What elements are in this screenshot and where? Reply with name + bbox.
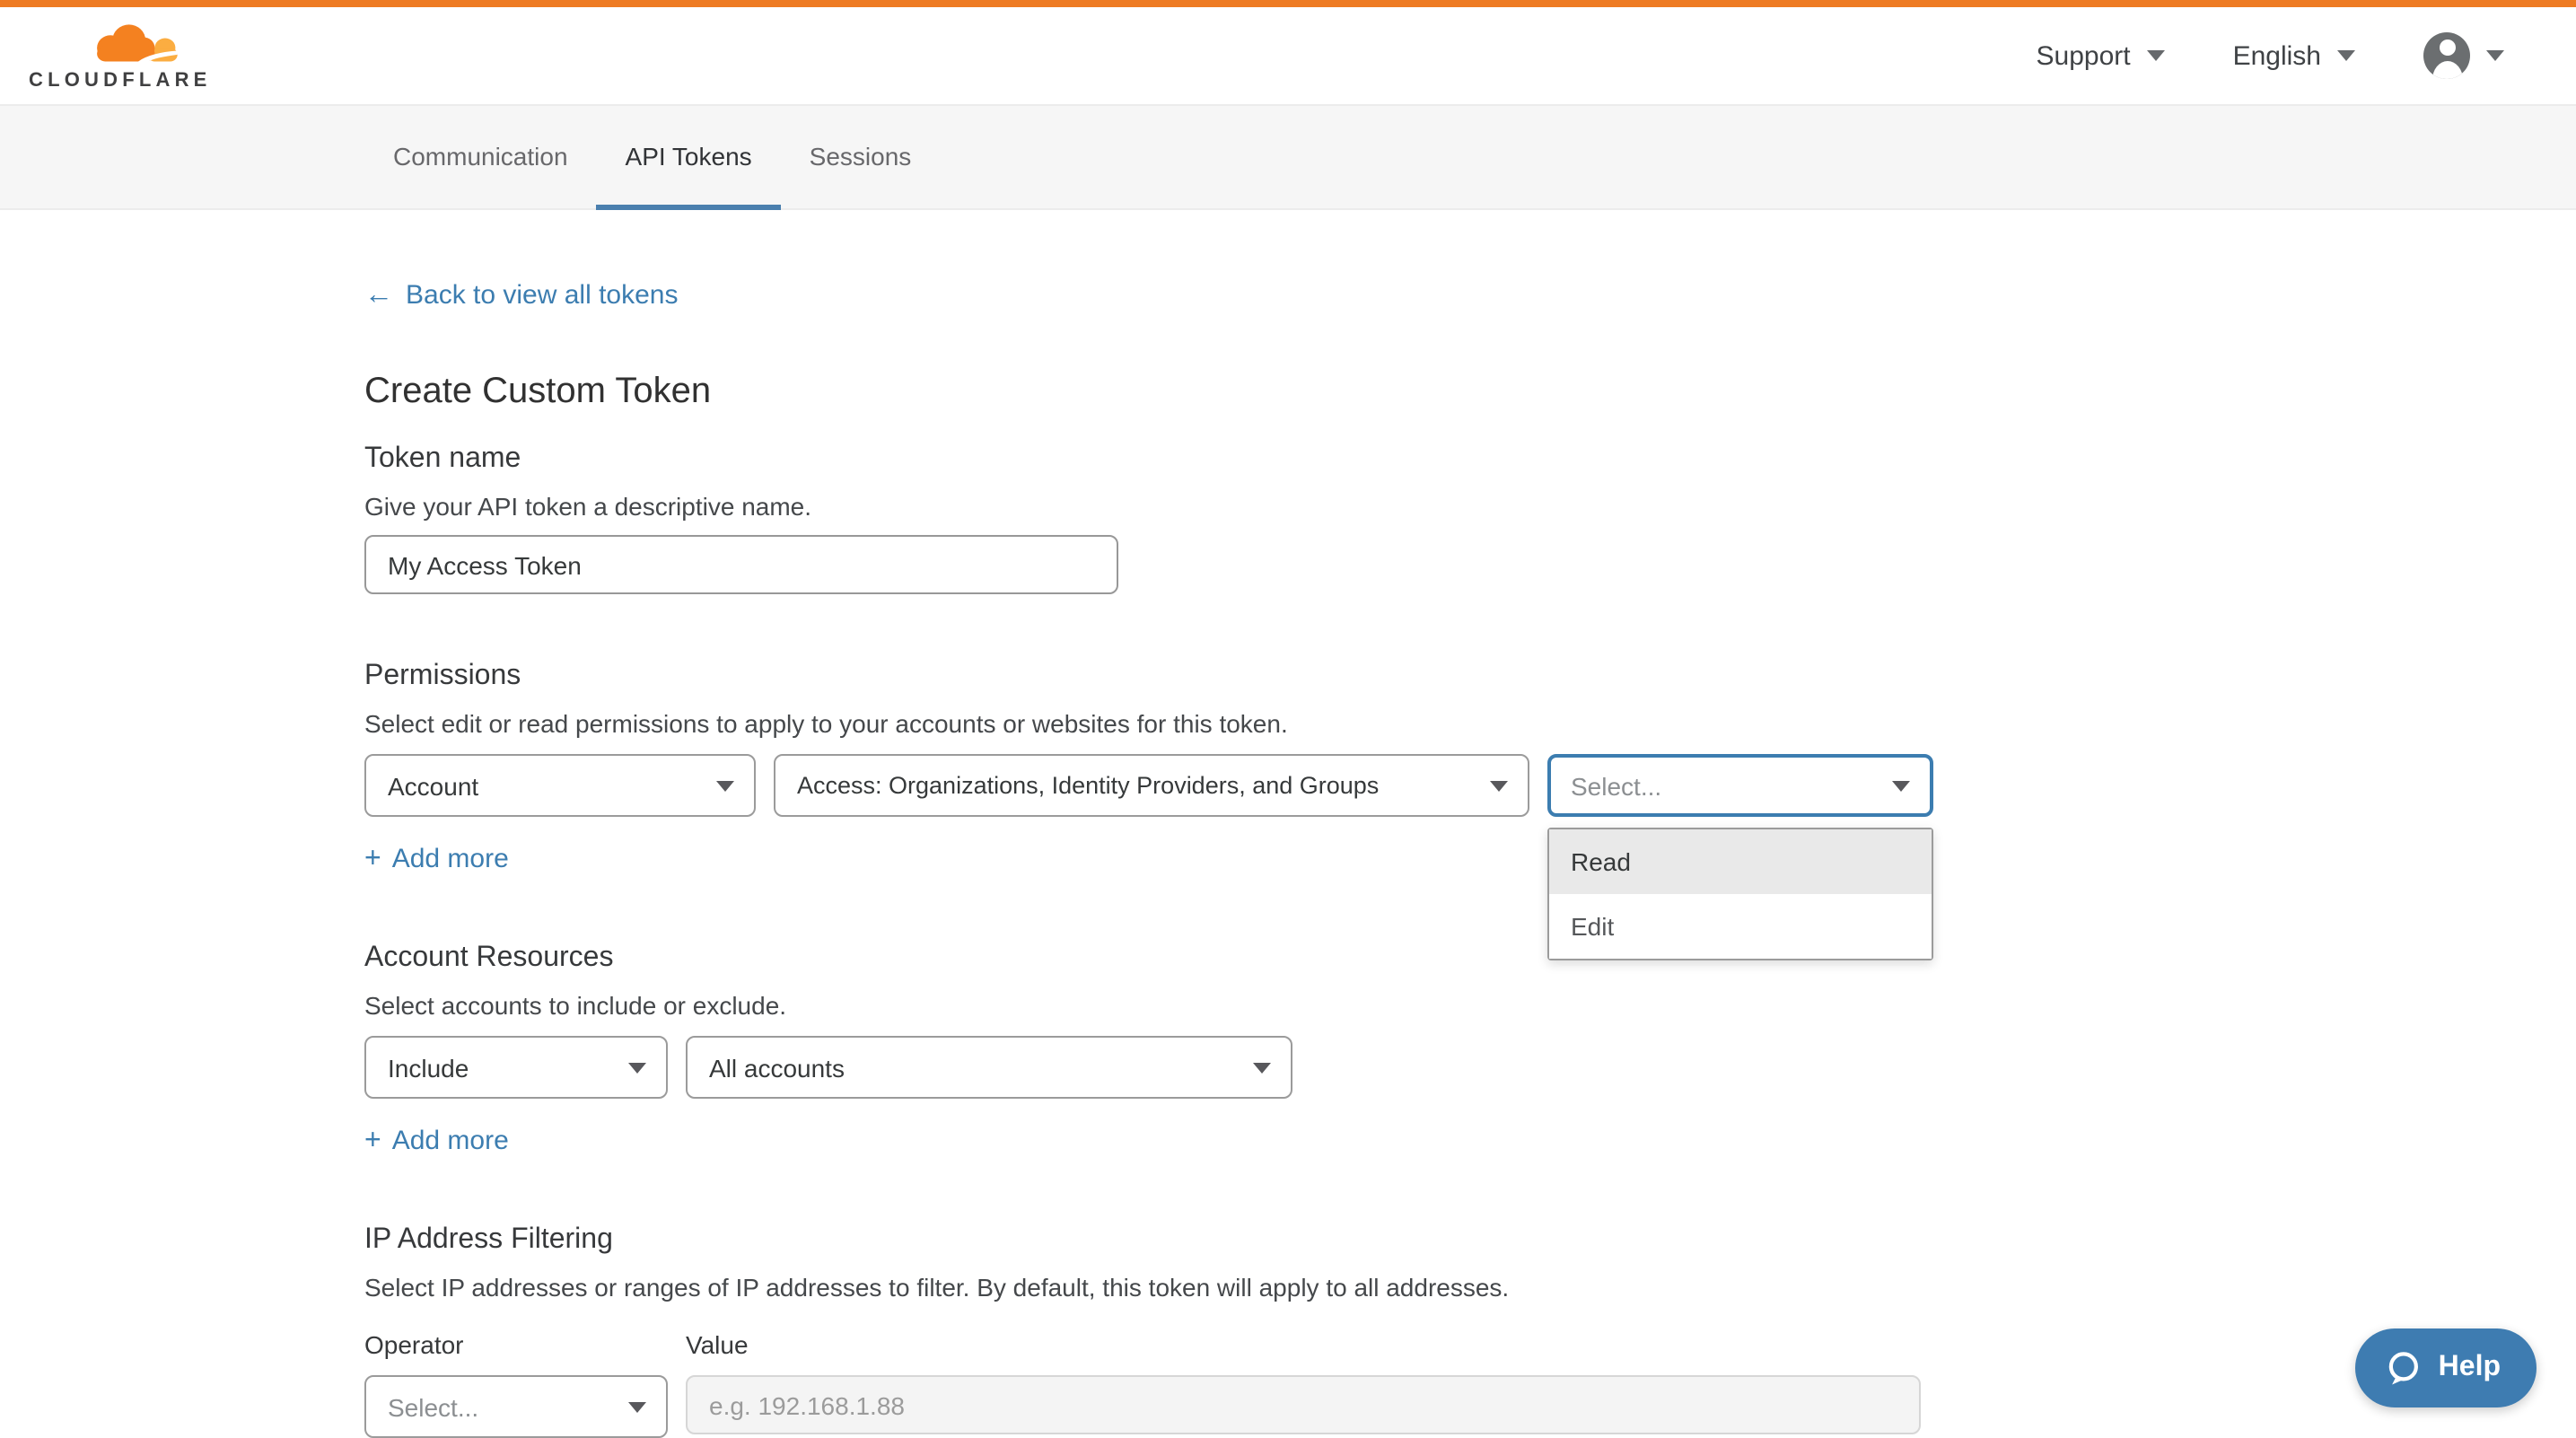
- account-resources-description: Select accounts to include or exclude.: [364, 991, 787, 1020]
- back-to-tokens-link[interactable]: [364, 278, 679, 312]
- permissions-description: Select edit or read permissions to apply to your accounts or websites for this token.: [364, 709, 1288, 738]
- value-label: Value: [686, 1330, 749, 1359]
- chat-bubble-icon: [2385, 1349, 2423, 1387]
- chevron-down-icon: [1892, 780, 1910, 791]
- main-content: [0, 210, 2576, 1438]
- operator-label: Operator: [364, 1330, 464, 1359]
- tab-sessions[interactable]: Sessions: [809, 141, 912, 170]
- plus-icon: +: [364, 1126, 381, 1156]
- help-button[interactable]: [2356, 1328, 2537, 1407]
- token-name-heading: Token name: [364, 443, 521, 474]
- app-header: [0, 7, 2576, 104]
- user-avatar-icon: [2423, 32, 2470, 79]
- menu-option-read[interactable]: Read: [1549, 829, 1932, 894]
- profile-tabbar: [0, 104, 2576, 210]
- cloudflare-logo-text: CLOUDFLARE: [29, 70, 212, 92]
- language-menu[interactable]: [2233, 40, 2355, 71]
- account-resources-scope-select[interactable]: All accounts: [686, 1036, 1292, 1099]
- permission-access-menu: [1547, 828, 1933, 960]
- support-menu[interactable]: [2037, 40, 2165, 71]
- permission-resource-select[interactable]: Access: Organizations, Identity Providers, and Groups: [774, 754, 1529, 817]
- account-resources-add-more-link[interactable]: + Add more: [364, 1126, 509, 1156]
- chevron-down-icon: [716, 780, 734, 791]
- permissions-add-more-link[interactable]: + Add more: [364, 844, 509, 874]
- chevron-down-icon: [2147, 50, 2165, 61]
- permission-access-select[interactable]: Select... Read Edit: [1547, 754, 1933, 817]
- chevron-down-icon: [2486, 50, 2504, 61]
- token-name-description: Give your API token a descriptive name.: [364, 492, 812, 521]
- chevron-down-icon: [628, 1062, 646, 1073]
- language-label: English: [2232, 40, 2321, 71]
- brand-accent-bar: [0, 0, 2576, 7]
- menu-option-edit[interactable]: Edit: [1549, 894, 1932, 959]
- ip-filtering-labels: [364, 1328, 2576, 1361]
- cloudflare-logo[interactable]: [29, 20, 212, 92]
- ip-value-input[interactable]: [686, 1375, 1921, 1434]
- ip-filtering-heading: IP Address Filtering: [364, 1224, 613, 1255]
- token-name-input[interactable]: [364, 535, 1118, 594]
- account-resources-mode-select[interactable]: Include: [364, 1036, 668, 1099]
- permissions-heading: Permissions: [364, 661, 521, 691]
- chevron-down-icon: [1490, 780, 1508, 791]
- account-resources-row: [364, 1036, 2576, 1099]
- header-menus: [2037, 32, 2505, 79]
- ip-filtering-description: Select IP addresses or ranges of IP addresses to filter. By default, this token will apply to all addresses.: [364, 1273, 1510, 1302]
- ip-operator-select[interactable]: Select...: [364, 1375, 668, 1438]
- account-menu[interactable]: [2423, 32, 2504, 79]
- back-link-label: Back to view all tokens: [406, 280, 679, 311]
- chevron-down-icon: [628, 1401, 646, 1412]
- tab-communication[interactable]: Communication: [393, 141, 568, 170]
- help-label: Help: [2438, 1352, 2501, 1382]
- cloudflare-cloud-icon: [29, 20, 212, 68]
- chevron-down-icon: [2337, 50, 2355, 61]
- ip-filtering-row: [364, 1375, 2576, 1438]
- chevron-down-icon: [1253, 1062, 1271, 1073]
- arrow-left-icon: ←: [364, 280, 393, 311]
- page-title: Create Custom Token: [364, 372, 712, 411]
- support-label: Support: [2036, 40, 2131, 71]
- account-resources-heading: Account Resources: [364, 943, 614, 973]
- permission-scope-select[interactable]: Account: [364, 754, 756, 817]
- plus-icon: +: [364, 844, 381, 874]
- tab-api-tokens[interactable]: API Tokens: [597, 106, 781, 210]
